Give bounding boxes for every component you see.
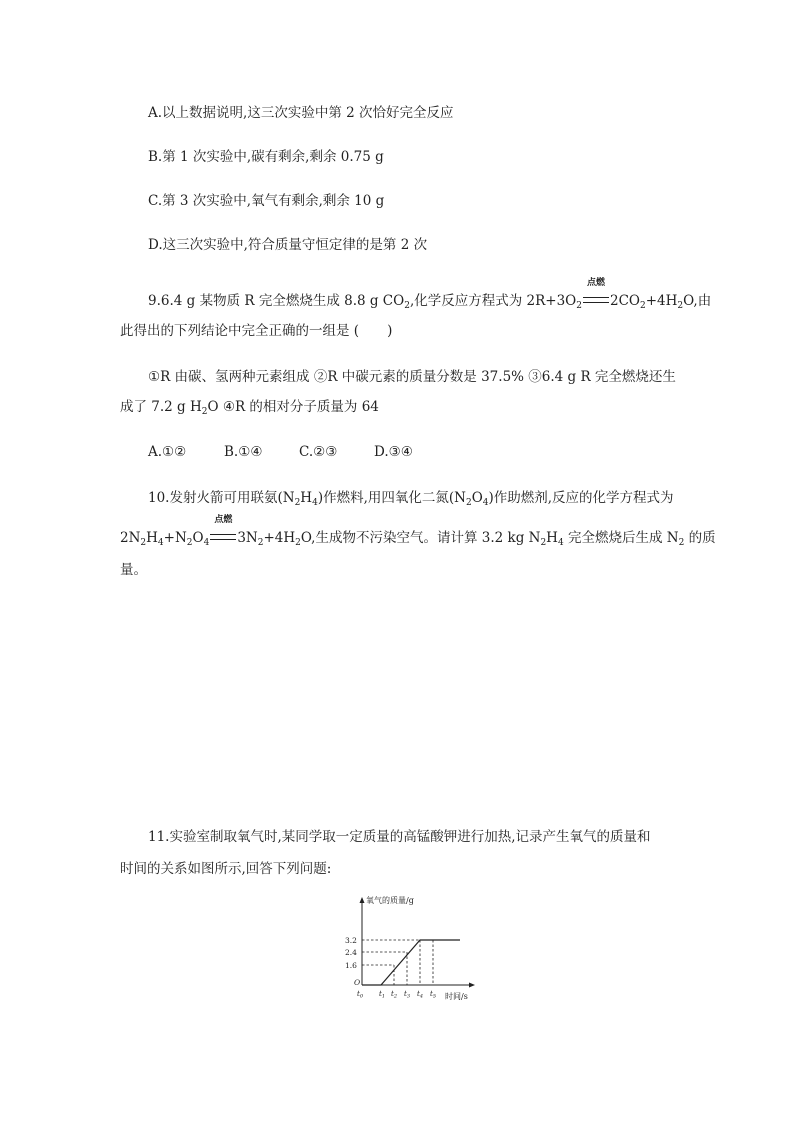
y-axis-label: 氧气的质量/g [366,896,414,905]
x-tick-label: $t_0$ [357,990,364,1000]
q9-option-d: D.③④ [374,444,413,460]
reaction-condition: 点燃 [209,528,237,548]
q11-stem-line1: 11.实验室制取氧气时,某同学取一定质量的高锰酸钾进行加热,记录产生氧气的质量和 [148,829,651,845]
q9-stem-line2: 此得出的下列结论中完全正确的一组是 ( ) [120,323,393,339]
q9-statements-line2: 成了 7.2 g $H_2O$ ④R 的相对分子质量为 64 [120,399,379,417]
q8-option-b: B.第 1 次实验中,碳有剩余,剩余 0.75 g [148,149,384,165]
x-axis-arrow [469,983,475,988]
x-tick-label: $t_1$ [379,990,386,1000]
q9-statements-line1: ①R 由碳、氢两种元素组成 ②R 中碳元素的质量分数是 37.5% ③6.4 g R 完全燃烧还生 [148,369,676,385]
q9-options [148,442,413,462]
q8-option-c: C.第 3 次实验中,氧气有剩余,剩余 10 g [148,193,385,209]
reaction-condition: 点燃 [582,291,610,311]
q9-option-b: B.①④ [224,444,263,460]
q9-option-c: C.②③ [299,444,338,460]
y-axis-arrow [360,897,365,903]
oxygen-mass-line [362,940,460,985]
q10-stem-line3: 量。 [120,562,147,578]
q8-option-a: A.以上数据说明,这三次实验中第 2 次恰好完全反应 [148,105,454,121]
q8-option-d: D.这三次实验中,符合质量守恒定律的是第 2 次 [148,237,428,253]
x-tick-label: $t_4$ [417,990,424,1000]
x-tick-label: $t_3$ [404,990,411,1000]
y-tick-label: 2.4 [345,948,357,957]
x-tick-label: $t_5$ [430,990,437,1000]
origin-label: O [354,978,361,987]
q10-stem-line1: 10.发射火箭可用联氨$(N_2H_4)$作燃料,用四氧化二氮$(N_2O_4)$作助燃剂,反应的化学方程式为 [148,490,674,508]
y-tick-label: 3.2 [345,936,357,945]
q9-stem-line1: 9.6.4 g 某物质 R 完全燃烧生成 8.8 g $CO_2$,化学反应方程式为 $2R+3O_2$ 点燃 $2CO_2+4H_2O$,由 [148,278,712,311]
x-tick-label: $t_2$ [391,990,398,1000]
q9-option-a: A.①② [148,444,187,460]
q11-stem-line2: 时间的关系如图所示,回答下列问题: [120,861,332,877]
y-tick-label: 1.6 [345,961,357,970]
oxygen-mass-time-graph [340,890,490,1005]
q10-stem-line2: $2N_2H_4+N_2O_4$ 点燃 $3N_2+4H_2O$,生成物不污染空气。请计算 3.2 kg $N_2H_4$ 完全燃烧后生成 $N_2$ 的质 [120,515,716,548]
x-axis-label: 时间/s [445,992,468,1001]
